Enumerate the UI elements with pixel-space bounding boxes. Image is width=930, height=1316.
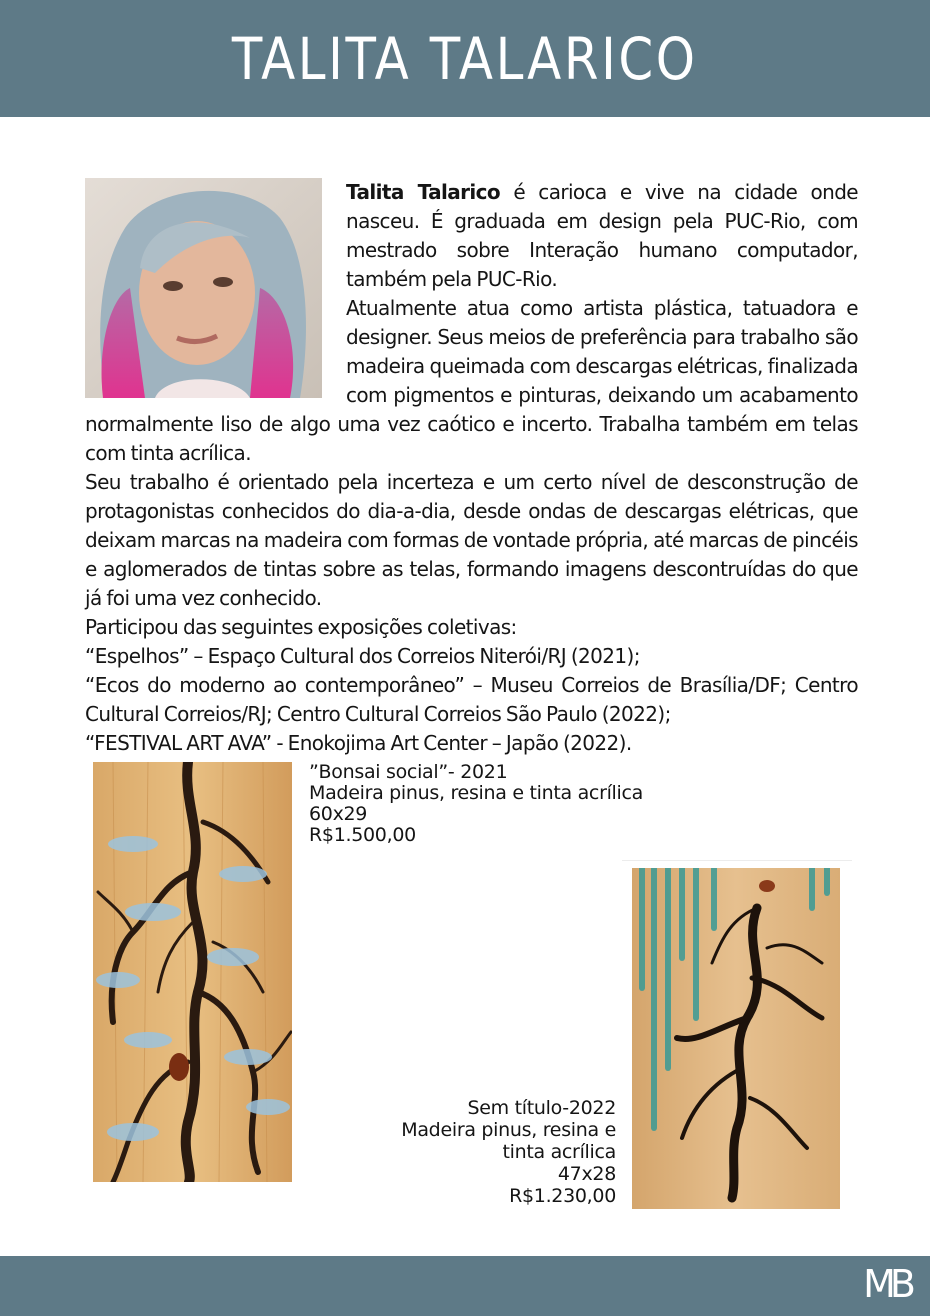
artwork-2-caption [372, 1097, 616, 1207]
artwork-2-title: Sem título-2022 [467, 1097, 616, 1119]
artist-name-title: TALITA TALARICO [232, 24, 698, 93]
artist-biography [85, 178, 858, 758]
page-header [0, 0, 930, 117]
artwork-2-price: R$1.230,00 [509, 1185, 616, 1207]
exhibition-item: “FESTIVAL ART AVA” - Enokojima Art Center – Japão (2022). [85, 731, 632, 755]
mb-logo: MB [863, 1262, 910, 1306]
artwork-1-size: 60x29 [309, 803, 368, 825]
bio-paragraph-3: Seu trabalho é orientado pela incerteza e um certo nível de desconstrução de protagonistas conhecidos do dia-a-dia, desde ondas de descargas elétricas, que deixam marcas na madeira com formas de vontade própria, até marcas de pincéis e aglomerados de tintas sobre as telas, formando imagens descontruídas do que já foi uma vez conhecido. [85, 470, 858, 610]
page-footer [0, 1256, 930, 1316]
artwork-1-price: R$1.500,00 [309, 824, 416, 846]
bio-artist-name: Talita Talarico [346, 180, 501, 204]
artwork-2-divider [622, 860, 852, 861]
exhibitions-intro: Participou das seguintes exposições coletivas: [85, 615, 517, 639]
artwork-1-material: Madeira pinus, resina e tinta acrílica [309, 782, 644, 804]
bio-paragraph-1: Talita Talarico é carioca e vive na cidade onde nasceu. É graduada em design pela PUC-Rio, com mestrado sobre Interação humano computador, também pela PUC-Rio. [346, 180, 858, 291]
artwork-1-title: ”Bonsai social”- 2021 [309, 761, 508, 783]
exhibition-item: “Espelhos” – Espaço Cultural dos Correios Niterói/RJ (2021); [85, 644, 640, 668]
artwork-1-caption [309, 762, 643, 846]
artwork-2-material: Madeira pinus, resina e [401, 1119, 616, 1141]
bonsai-social-artwork [93, 762, 292, 1182]
artwork-2-size: 47x28 [557, 1163, 616, 1185]
artwork-2-material-cont: tinta acrílica [502, 1141, 616, 1163]
exhibition-item: “Ecos do moderno ao contemporâneo” – Museu Correios de Brasília/DF; Centro Cultural Correios/RJ; Centro Cultural Correios São Paulo (2022); [85, 673, 858, 726]
untitled-artwork [632, 868, 840, 1209]
bio-paragraph-2: Atualmente atua como artista plástica, tatuadora e designer. Seus meios de preferência para trabalho são madeira queimada com descargas elétricas, finalizada com pigmentos e pinturas, deixando um acabamento normalmente liso de algo uma vez caótico e incerto. Trabalha também em telas com tinta acrílica. [85, 296, 858, 465]
exhibitions-list [85, 613, 858, 758]
